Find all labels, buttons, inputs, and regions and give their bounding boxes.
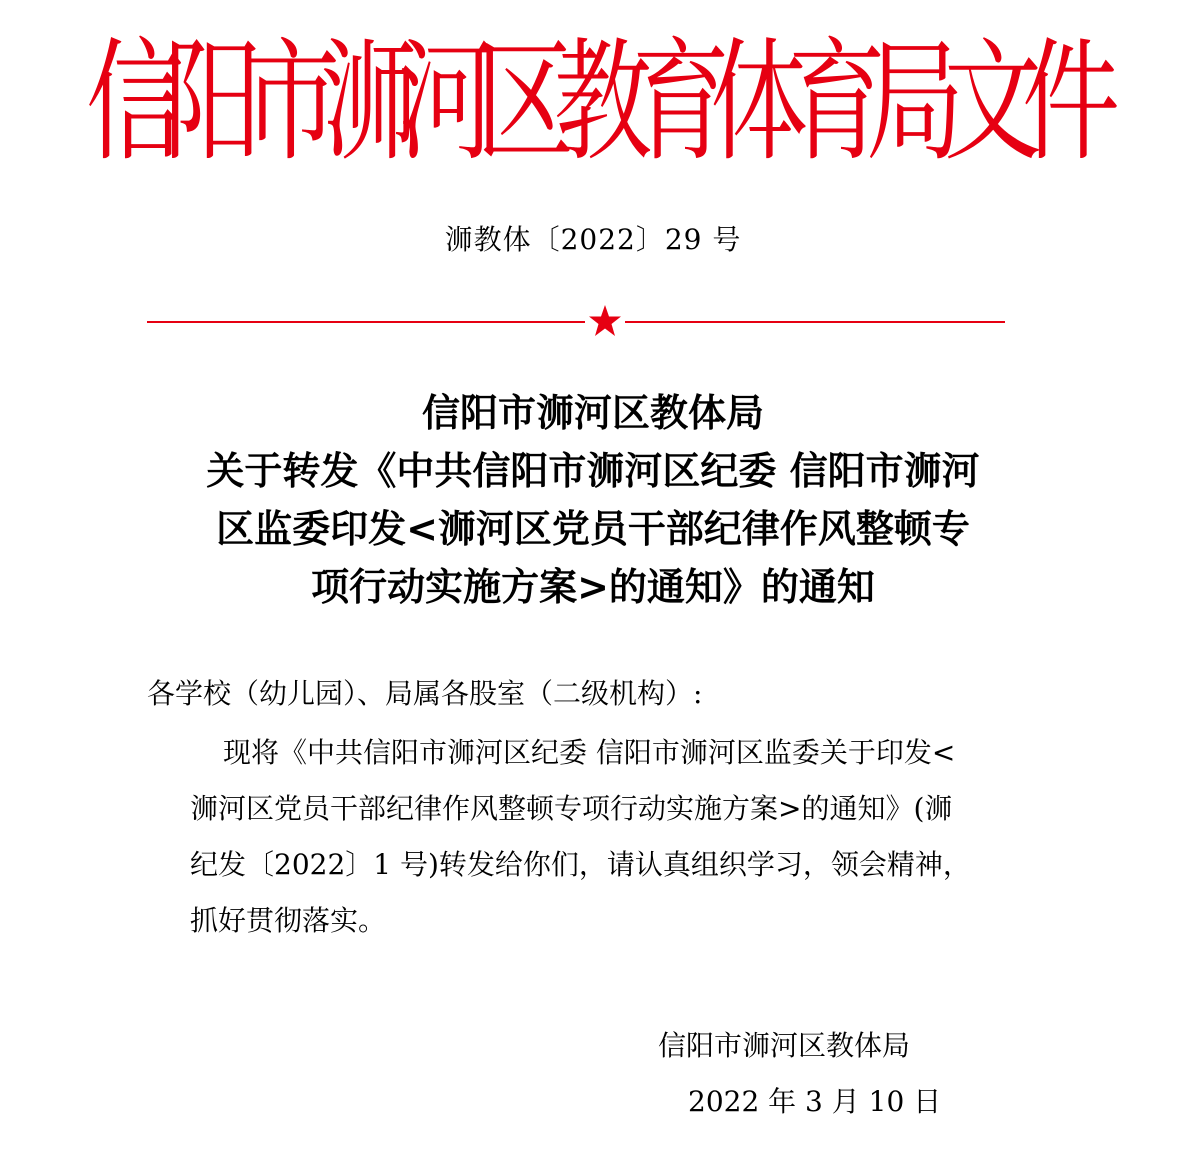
title-line: 信阳市浉河区教体局 xyxy=(421,391,764,435)
title-line: 区监委印发<浉河区党员干部纪律作风整顿专 xyxy=(216,507,970,551)
divider-line-left xyxy=(147,321,585,323)
body-paragraph xyxy=(190,725,1050,949)
addressee: 各学校（幼儿园）、局属各股室（二级机构）: xyxy=(147,677,703,710)
signature-org: 信阳市浉河区教体局 xyxy=(658,1029,911,1062)
body-line: 纪发〔2022〕1 号)转发给你们，请认真组织学习，领会精神， xyxy=(190,848,971,881)
body-line: 浉河区党员干部纪律作风整顿专项行动实施方案>的通知》(浉 xyxy=(190,792,953,825)
body-line: 抓好贯彻落实。 xyxy=(190,904,387,937)
document-header-title: 信阳市浉河区教育体育局文件 xyxy=(85,26,1100,181)
document-number: 浉教体〔2022〕29 号 xyxy=(444,223,742,256)
document-title xyxy=(140,384,1046,616)
red-divider xyxy=(147,302,1005,342)
body-line: 现将《中共信阳市浉河区纪委 信阳市浉河区监委关于印发< xyxy=(223,736,956,769)
star-icon xyxy=(588,304,622,338)
title-line: 项行动实施方案>的通知》的通知 xyxy=(311,565,875,609)
divider-line-right xyxy=(625,321,1005,323)
signature-date: 2022 年 3 月 10 日 xyxy=(688,1085,942,1118)
title-line: 关于转发《中共信阳市浉河区纪委 信阳市浉河 xyxy=(206,449,980,493)
